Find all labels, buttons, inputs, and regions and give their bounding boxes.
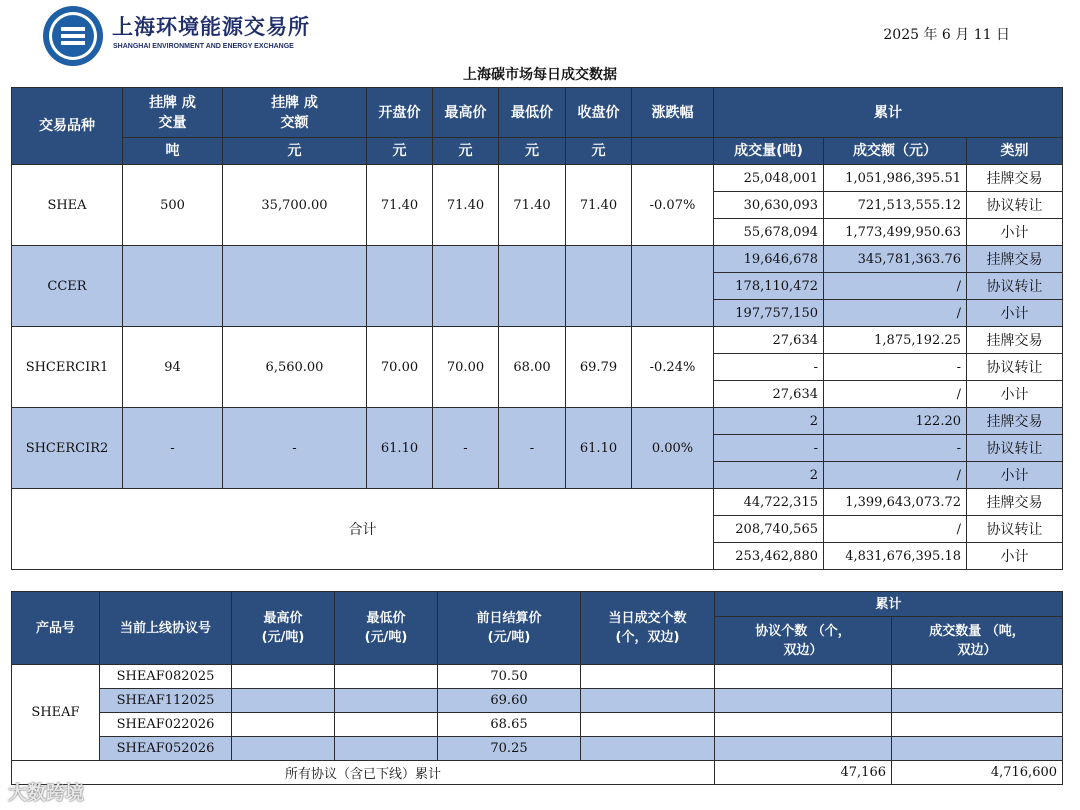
high-cell: 71.40 [433,165,499,246]
cum-amount-cell: 1,773,499,950.63 [824,219,967,246]
cum-type-cell: 小计 [967,462,1063,489]
cum-type-cell: 协议转让 [967,273,1063,300]
col-high-label: 最高价 (元/吨) [261,611,305,645]
low-cell: - [499,408,566,489]
cum-count-cell [715,713,892,737]
cum-type-cell: 协议转让 [967,192,1063,219]
daily-trading-table [11,87,1063,570]
total-volume-cell: 253,462,880 [714,543,824,570]
listed-amount-cell: - [223,408,367,489]
cum-volume-cell [892,737,1063,761]
cum-volume-cell: 30,630,093 [714,192,824,219]
cum-type-cell: 挂牌交易 [967,165,1063,192]
table-header-row [12,88,1063,138]
table-unit-row [12,138,1063,165]
contract-cell: SHEAF082025 [100,665,232,689]
cum-count-cell [715,689,892,713]
table-row [12,327,1063,354]
high-cell [232,689,335,713]
cum-amount-cell: - [824,435,967,462]
total-amount-cell: / [824,516,967,543]
col-settle [438,592,581,665]
col-listed-volume-label: 挂牌 成交量 [149,94,196,131]
cum-type-cell: 小计 [967,300,1063,327]
col-cumulative: 累计 [715,592,1063,617]
watermark: 大数跨境 [8,782,85,804]
high-cell [232,713,335,737]
total-row [12,489,1063,516]
high-cell [232,665,335,689]
high-cell [232,737,335,761]
unit-yuan: 元 [433,138,499,165]
cum-amount-cell: / [824,300,967,327]
high-cell [433,246,499,327]
listed-amount-cell [223,246,367,327]
col-close: 收盘价 [566,88,632,138]
exchange-logo-icon [42,5,104,67]
count-today-cell [581,689,715,713]
open-cell: 70.00 [367,327,433,408]
col-settle-label: 前日结算价 (元/吨) [476,611,542,645]
product-cell: CCER [12,246,123,327]
table-row [12,246,1063,273]
change-cell: -0.07% [632,165,714,246]
summary-label: 所有协议（含已下线）累计 [12,761,715,785]
col-high: 最高价 [433,88,499,138]
unit-yuan: 元 [367,138,433,165]
col-product-no: 产品号 [12,592,100,665]
col-listed-amount [223,88,367,138]
cum-volume-cell: 27,634 [714,327,824,354]
low-cell: 71.40 [499,165,566,246]
table-row [12,665,1063,689]
col-listed-volume [123,88,223,138]
high-cell: - [433,408,499,489]
close-cell: 71.40 [566,165,632,246]
page-header [0,0,1080,66]
low-cell [499,246,566,327]
cum-type-cell: 小计 [967,219,1063,246]
open-cell [367,246,433,327]
cum-volume-cell: 197,757,150 [714,300,824,327]
cum-amount-cell: 721,513,555.12 [824,192,967,219]
total-type-cell: 挂牌交易 [967,489,1063,516]
low-cell [335,689,438,713]
product-cell: SHCERCIR2 [12,408,123,489]
cum-amount-cell: 1,875,192.25 [824,327,967,354]
col-cum-volume: 成交量(吨) [714,138,824,165]
settle-cell: 68.65 [438,713,581,737]
col-open: 开盘价 [367,88,433,138]
cum-amount-cell: - [824,354,967,381]
col-count-today [581,592,715,665]
total-volume-cell: 208,740,565 [714,516,824,543]
cum-count-cell [715,665,892,689]
listed-amount-cell: 6,560.00 [223,327,367,408]
table-header-row [12,592,1063,617]
cum-amount-cell: / [824,381,967,408]
col-cum-type: 类别 [967,138,1063,165]
cum-volume-cell: - [714,354,824,381]
col-cumulative: 累计 [714,88,1063,138]
org-name-cn: 上海环境能源交易所 [112,15,310,39]
summary-count: 47,166 [715,761,892,785]
col-change: 涨跌幅 [632,88,714,138]
cum-volume-cell: 19,646,678 [714,246,824,273]
cum-volume-cell: 25,048,001 [714,165,824,192]
listed-volume-cell [123,246,223,327]
close-cell: 61.10 [566,408,632,489]
col-cum-volume [892,617,1063,665]
cum-amount-cell: 345,781,363.76 [824,246,967,273]
cum-amount-cell: 1,051,986,395.51 [824,165,967,192]
low-cell [335,713,438,737]
total-type-cell: 小计 [967,543,1063,570]
col-high [232,592,335,665]
high-cell: 70.00 [433,327,499,408]
table-row [12,737,1063,761]
total-type-cell: 协议转让 [967,516,1063,543]
cum-volume-cell: 178,110,472 [714,273,824,300]
open-cell: 61.10 [367,408,433,489]
cum-volume-cell: - [714,435,824,462]
cum-type-cell: 小计 [967,381,1063,408]
listed-volume-cell: 94 [123,327,223,408]
col-low: 最低价 [499,88,566,138]
total-volume-cell: 44,722,315 [714,489,824,516]
cum-volume-cell [892,713,1063,737]
listed-amount-cell: 35,700.00 [223,165,367,246]
cum-volume-cell [892,665,1063,689]
cum-volume-cell: 2 [714,408,824,435]
low-cell: 68.00 [499,327,566,408]
contract-cell: SHEAF052026 [100,737,232,761]
col-cum-count [715,617,892,665]
close-cell: 69.79 [566,327,632,408]
total-label: 合计 [12,489,714,570]
report-date: 2025 年 6 月 11 日 [883,27,1010,43]
product-cell: SHCERCIR1 [12,327,123,408]
cum-amount-cell: / [824,462,967,489]
close-cell [566,246,632,327]
cum-type-cell: 协议转让 [967,435,1063,462]
unit-ton: 吨 [123,138,223,165]
table-row [12,713,1063,737]
change-cell [632,246,714,327]
product-cell: SHEA [12,165,123,246]
col-low [335,592,438,665]
cum-type-cell: 挂牌交易 [967,327,1063,354]
change-cell: -0.24% [632,327,714,408]
cum-type-cell: 挂牌交易 [967,246,1063,273]
table-row [12,165,1063,192]
unit-yuan: 元 [223,138,367,165]
col-listed-amount-label: 挂牌 成交额 [271,94,318,131]
org-name-en: SHANGHAI ENVIRONMENT AND ENERGY EXCHANGE [113,43,294,50]
cum-volume-cell: 27,634 [714,381,824,408]
col-product: 交易品种 [12,88,123,165]
unit-yuan: 元 [566,138,632,165]
total-amount-cell: 1,399,643,073.72 [824,489,967,516]
contract-cell: SHEAF112025 [100,689,232,713]
unit-blank [632,138,714,165]
count-today-cell [581,737,715,761]
count-today-cell [581,713,715,737]
low-cell [335,737,438,761]
col-cum-count-label: 协议个数 （个，双边） [755,623,851,658]
listed-volume-cell: 500 [123,165,223,246]
count-today-cell [581,665,715,689]
settle-cell: 70.50 [438,665,581,689]
summary-row [12,761,1063,785]
cum-amount-cell: / [824,273,967,300]
settle-cell: 70.25 [438,737,581,761]
table-row [12,408,1063,435]
contract-cell: SHEAF022026 [100,713,232,737]
cum-volume-cell: 2 [714,462,824,489]
listed-volume-cell: - [123,408,223,489]
product-no-cell: SHEAF [12,665,100,761]
unit-yuan: 元 [499,138,566,165]
col-low-label: 最低价 (元/吨) [364,611,408,645]
settle-cell: 69.60 [438,689,581,713]
cum-type-cell: 挂牌交易 [967,408,1063,435]
open-cell: 71.40 [367,165,433,246]
change-cell: 0.00% [632,408,714,489]
col-count-today-label: 当日成交个数 (个，双边) [608,611,687,645]
cum-amount-cell: 122.20 [824,408,967,435]
col-contract: 当前上线协议号 [100,592,232,665]
report-title: 上海碳市场每日成交数据 [463,67,617,83]
cum-volume-cell: 55,678,094 [714,219,824,246]
futures-agreement-table [11,591,1063,785]
low-cell [335,665,438,689]
col-cum-volume-label: 成交数量 （吨，双边） [929,623,1025,658]
summary-volume: 4,716,600 [892,761,1063,785]
cum-type-cell: 协议转让 [967,354,1063,381]
table-row [12,689,1063,713]
col-cum-amount: 成交额（元） [824,138,967,165]
total-amount-cell: 4,831,676,395.18 [824,543,967,570]
cum-count-cell [715,737,892,761]
cum-volume-cell [892,689,1063,713]
